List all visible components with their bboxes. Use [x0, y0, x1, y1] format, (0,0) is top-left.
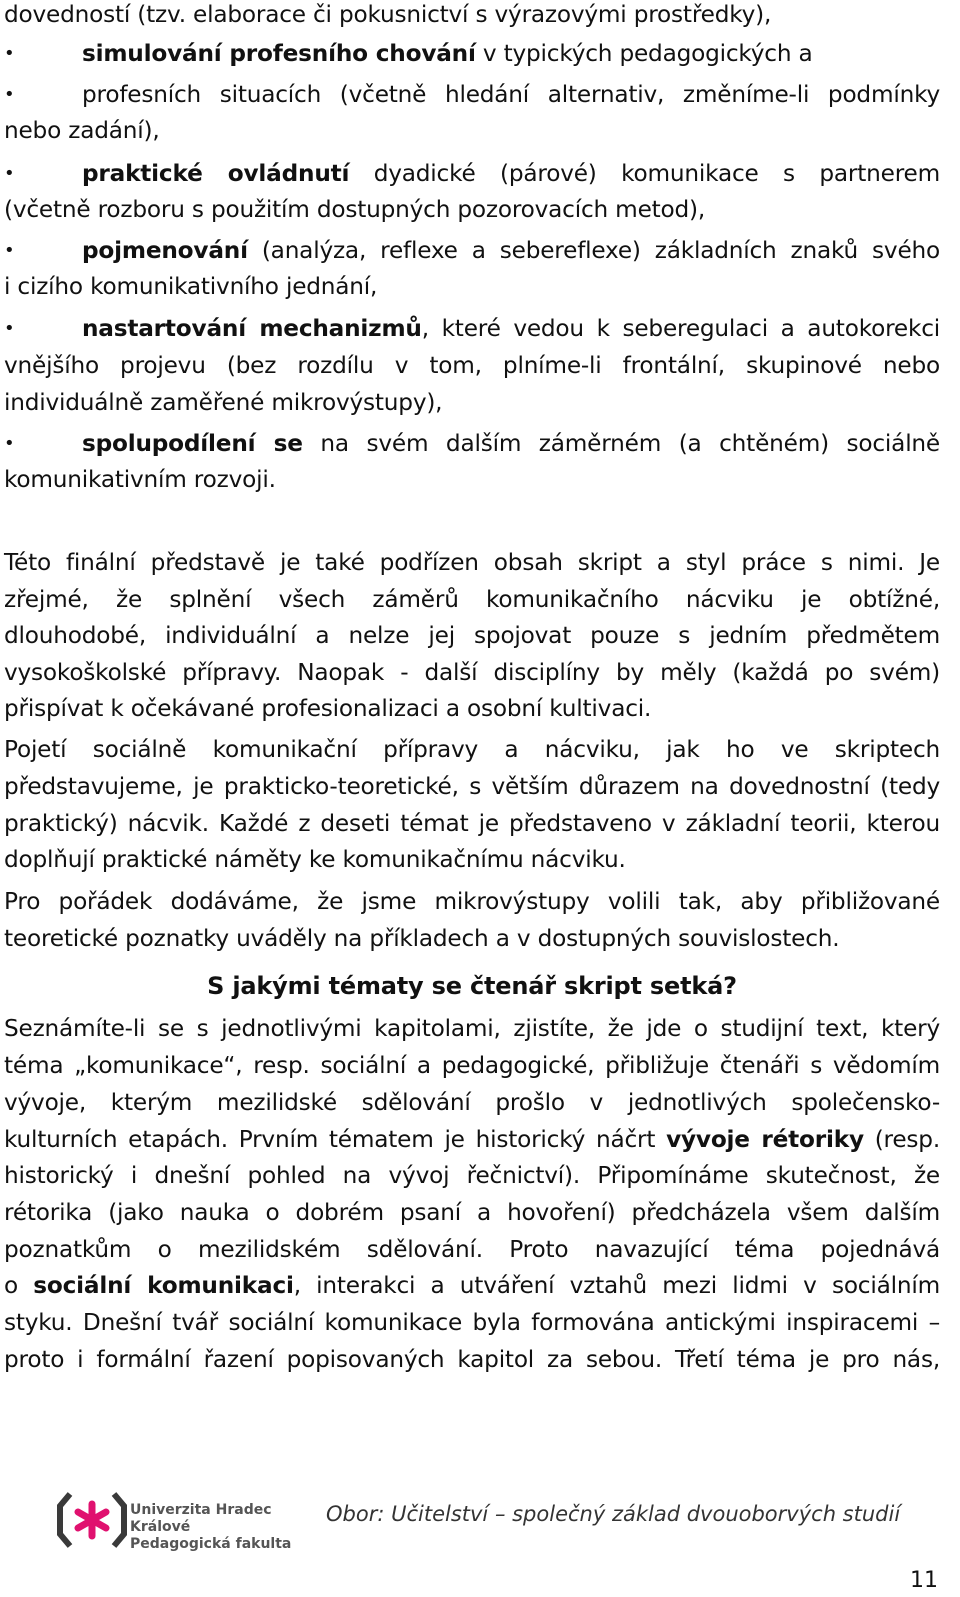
study-field: Obor: Učitelství – společný základ dvouoborvých studií	[326, 1502, 901, 1526]
bold-term: praktické ovládnutí	[82, 160, 350, 187]
university-logo	[56, 1488, 316, 1552]
text-line: vysokoškolské přípravy. Naopak - další disciplíny by měly (každá po svém)	[4, 659, 940, 686]
text-line: Seznámíte-li se s jednotlivými kapitolami, zjistíte, že jde o studijní text, který	[4, 1015, 940, 1042]
text-line: proto i formální řazení popisovaných kapitol za sebou. Třetí téma je pro nás,	[4, 1346, 940, 1373]
bullet-item	[4, 232, 940, 269]
text-line: dlouhodobé, individuální a nelze jej spojovat pouze s jedním předmětem	[4, 622, 940, 649]
text-line: doplňují praktické náměty ke komunikačnímu nácviku.	[4, 846, 626, 873]
text-line: komunikativním rozvoji.	[4, 466, 276, 493]
bullet-icon: •	[4, 433, 15, 454]
bullet-item	[4, 155, 940, 192]
text-line: rétorika (jako nauka o dobrém psaní a hovoření) předcházela všem dalším	[4, 1199, 940, 1226]
text-run: (resp.	[863, 1126, 940, 1153]
text-line: nebo zadání),	[4, 117, 160, 144]
text-line: teoretické poznatky uváděly na příkladech a v dostupných souvislostech.	[4, 925, 840, 952]
text-line: dovedností (tzv. elaborace či pokusnictví s výrazovými prostředky),	[4, 1, 772, 28]
text-run: , interakci a utváření vztahů mezi lidmi v sociálním	[293, 1272, 940, 1299]
text-run: kulturních etapách. Prvním tématem je historický náčrt	[4, 1126, 667, 1153]
bullet-item	[4, 425, 940, 462]
text-run: v typických pedagogických a	[475, 40, 813, 67]
bullet-icon: •	[4, 163, 15, 184]
text-line: zřejmé, že splnění všech záměrů komunikačního nácviku je obtížné,	[4, 586, 940, 613]
bullet-icon: •	[4, 240, 15, 261]
text-line: styku. Dnešní tvář sociální komunikace byla formována antickými inspiracemi –	[4, 1309, 940, 1336]
text-line	[4, 1121, 940, 1158]
page-number: 11	[910, 1568, 938, 1593]
text-run: o	[4, 1272, 34, 1299]
text-run: na svém dalším záměrném (a chtěném) sociálně	[302, 430, 940, 457]
text-line	[4, 1267, 940, 1304]
text-line: i cizího komunikativního jednání,	[4, 273, 378, 300]
text-run: profesních situacích (včetně hledání alternativ, změníme-li podmínky	[82, 81, 940, 108]
text-line: představujeme, je prakticko-teoretické, s větším důrazem na dovednostní (tedy	[4, 773, 940, 800]
bold-term: sociální komunikaci	[33, 1272, 294, 1299]
bold-term: pojmenování	[82, 237, 248, 264]
bullet-item	[4, 35, 940, 72]
bullet-icon: •	[4, 84, 15, 105]
section-heading: S jakými tématy se čtenář skript setká?	[207, 972, 737, 1000]
faculty-name: Pedagogická fakulta	[130, 1536, 292, 1552]
asterisk-logo-icon	[56, 1488, 128, 1552]
bold-term: simulování profesního chování	[82, 40, 476, 67]
text-run: (analýza, reflexe a sebereflexe) základních znaků svého	[247, 237, 940, 264]
text-line: vývoje, kterým mezilidské sdělování prošlo v jednotlivých společensko-	[4, 1089, 940, 1116]
bold-term: spolupodílení se	[82, 430, 303, 457]
bold-term: vývoje rétoriky	[666, 1126, 864, 1153]
text-line: Této finální představě je také podřízen obsah skript a styl práce s nimi. Je	[4, 549, 940, 576]
text-line: Pojetí sociálně komunikační přípravy a nácviku, jak ho ve skriptech	[4, 736, 940, 763]
text-line: (včetně rozboru s použitím dostupných pozorovacích metod),	[4, 196, 706, 223]
bullet-item	[4, 310, 940, 347]
text-line: praktický) nácvik. Každé z deseti témat je představeno v základní teorii, kterou	[4, 810, 940, 837]
text-line: Pro pořádek dodáváme, že jsme mikrovýstupy volili tak, aby přibližované	[4, 888, 940, 915]
page-footer	[0, 1478, 960, 1597]
bold-term: nastartování mechanizmů	[82, 315, 422, 342]
bullet-icon: •	[4, 318, 15, 339]
text-line: historický i dnešní pohled na vývoj řečnictví). Připomínáme skutečnost, že	[4, 1162, 940, 1189]
university-name: Univerzita Hradec Králové	[130, 1502, 272, 1535]
text-line: individuálně zaměřené mikrovýstupy),	[4, 389, 443, 416]
text-line: vnějšího projevu (bez rozdílu v tom, plníme-li frontální, skupinové nebo	[4, 352, 940, 379]
text-line: téma „komunikace“, resp. sociální a pedagogické, přibližuje čtenáři s vědomím	[4, 1052, 940, 1079]
bullet-icon: •	[4, 43, 15, 64]
text-line: poznatkům o mezilidském sdělování. Proto navazující téma pojednává	[4, 1236, 940, 1263]
text-run: , které vedou k seberegulaci a autokorekci	[421, 315, 940, 342]
bullet-item	[4, 76, 940, 113]
text-line: přispívat k očekávané profesionalizaci a osobní kultivaci.	[4, 695, 652, 722]
text-run: dyadické (párové) komunikace s partnerem	[349, 160, 940, 187]
